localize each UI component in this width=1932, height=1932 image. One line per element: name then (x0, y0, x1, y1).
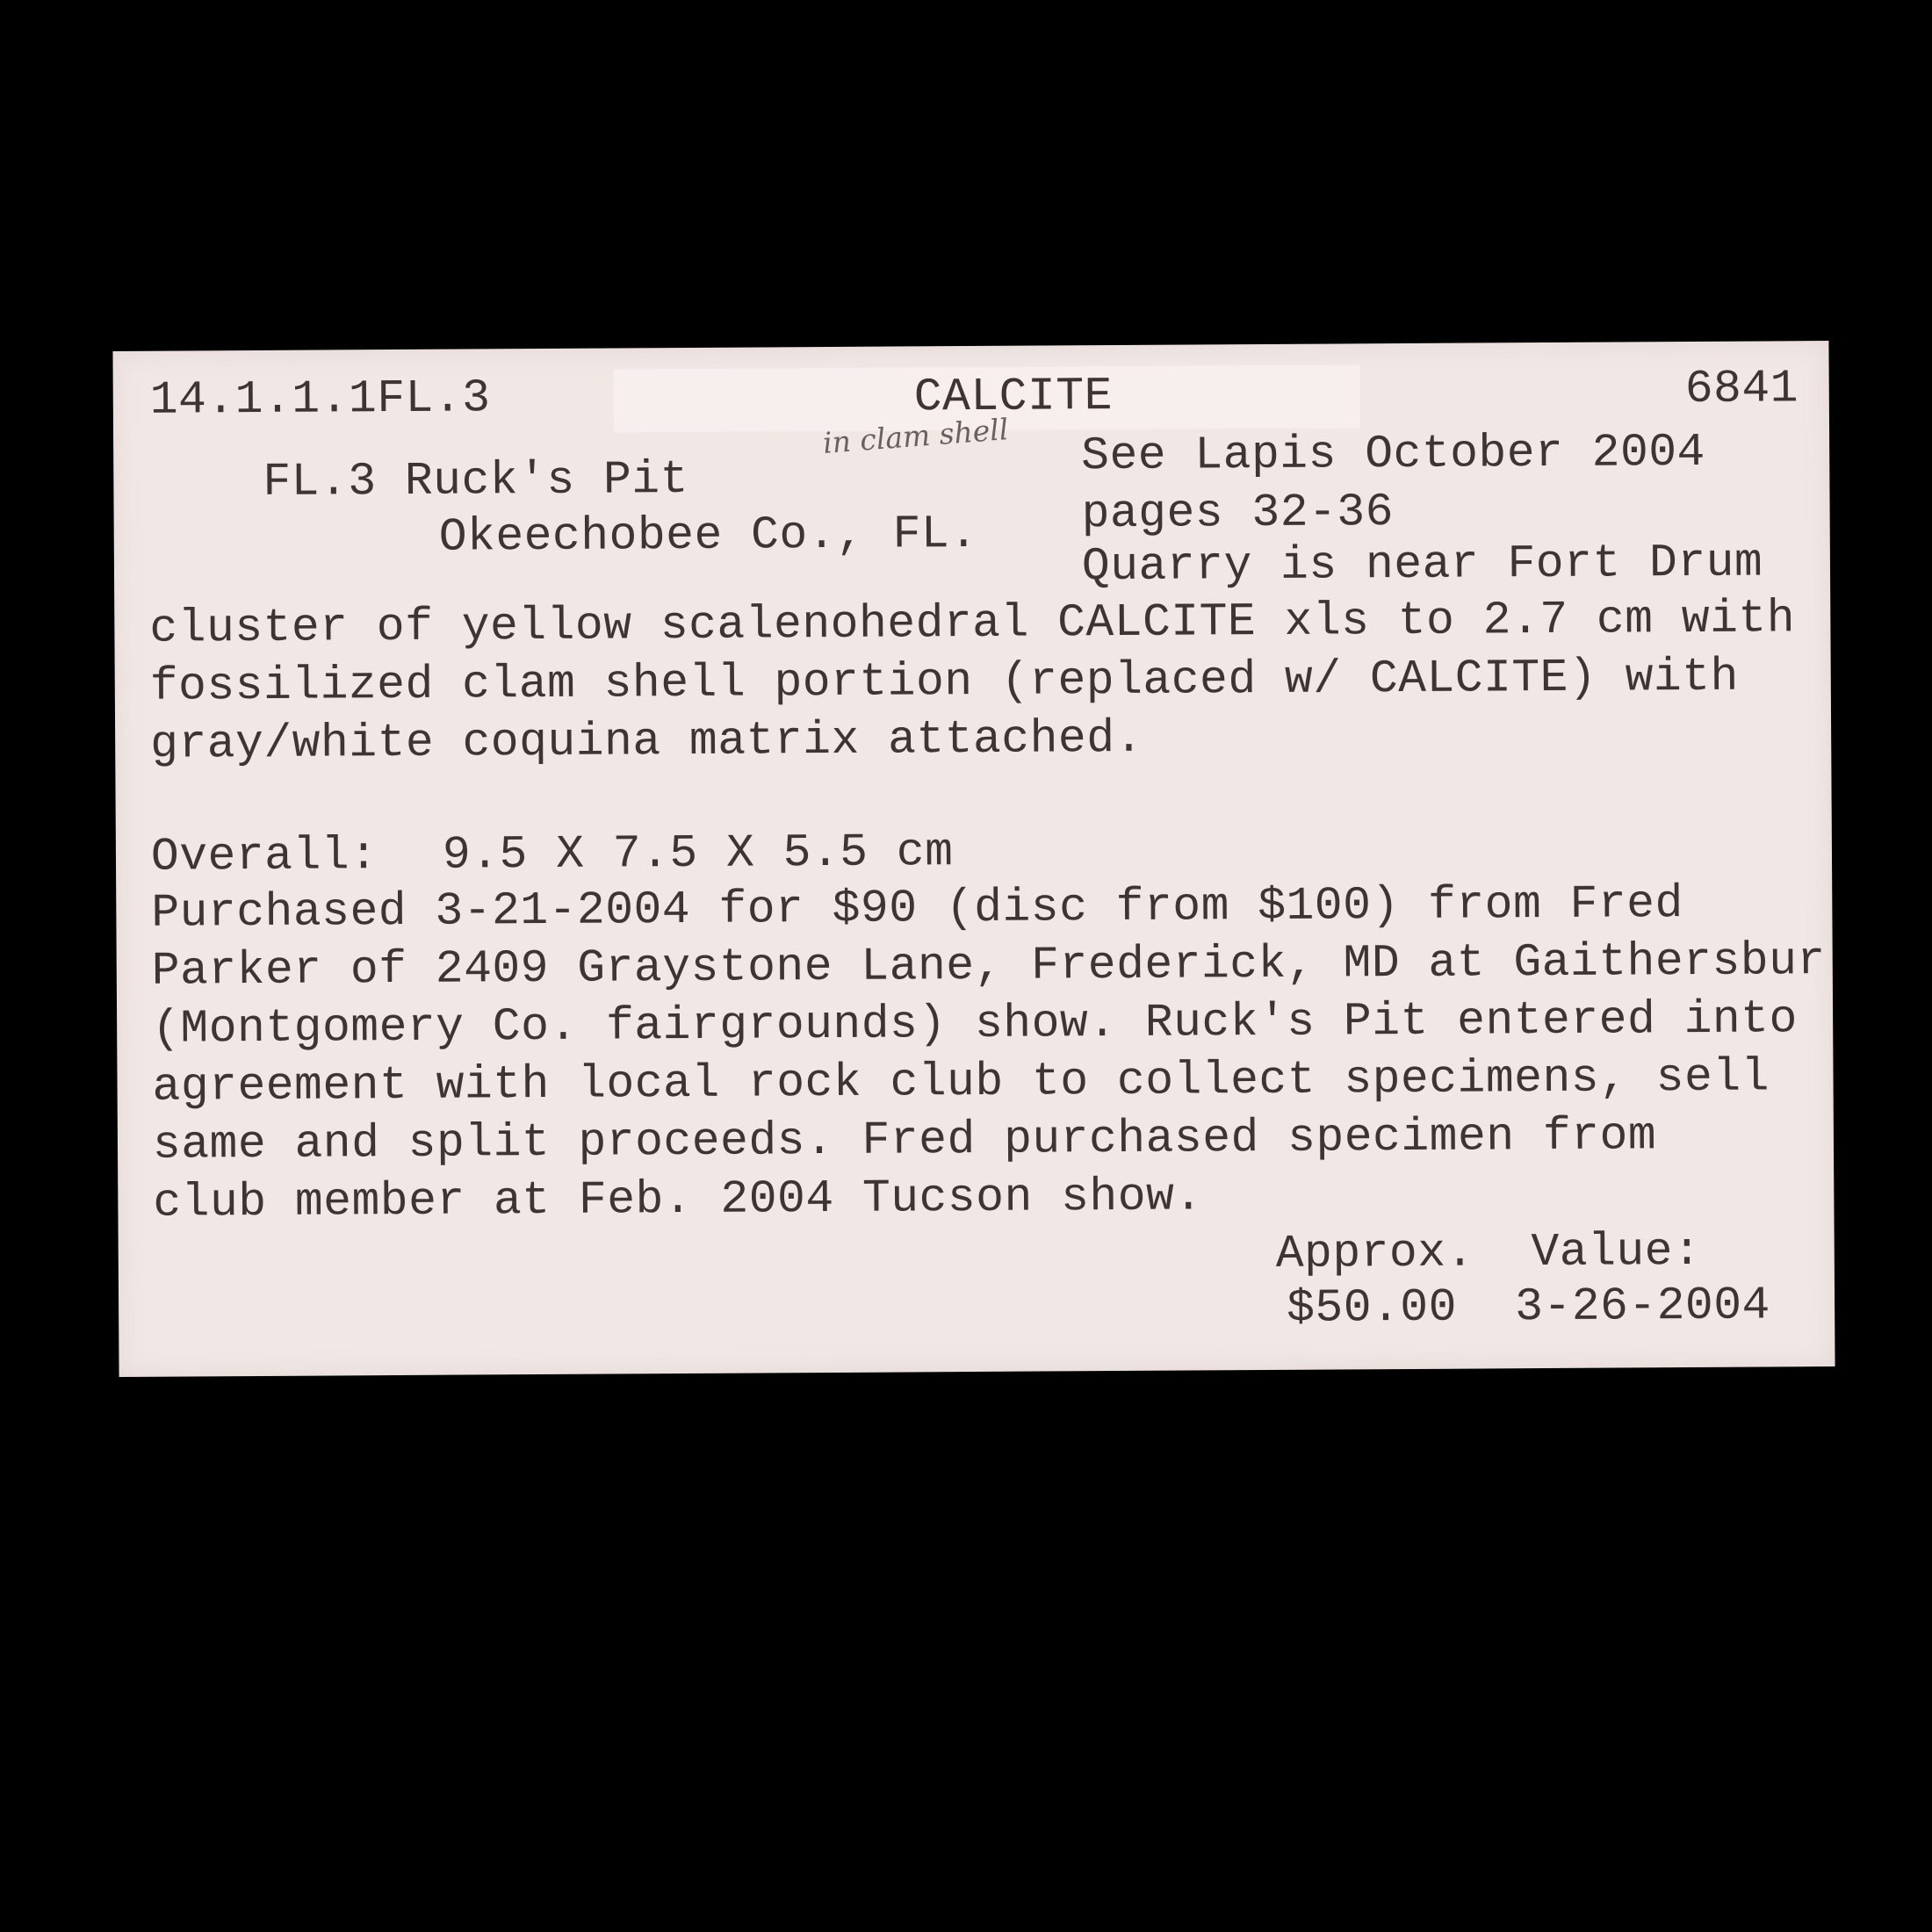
locality-line-1: FL.3 Ruck's Pit (263, 452, 689, 508)
description-line: fossilized clam shell portion (replaced w/ CALCITE) with (149, 650, 1740, 713)
overall-dimensions: 9.5 X 7.5 X 5.5 cm (442, 825, 954, 882)
description-line: cluster of yellow scalenohedral CALCITE xls to 2.7 cm with (149, 592, 1796, 655)
provenance-line: agreement with local rock club to collect specimens, sell (152, 1050, 1770, 1114)
reference-line: Quarry is near Fort Drum (1081, 536, 1763, 594)
provenance-line: Purchased 3-21-2004 for $90 (disc from $100) from Fred (151, 877, 1683, 940)
provenance-line: same and split proceeds. Fred purchased specimen from (152, 1109, 1657, 1171)
value-date: 3-26-2004 (1514, 1279, 1771, 1334)
overall-label: Overall: (150, 829, 378, 883)
provenance-line: (Montgomery Co. fairgrounds) show. Ruck's Pit entered into (151, 992, 1799, 1056)
reference-line: pages 32-36 (1081, 486, 1395, 541)
provenance-line: club member at Feb. 2004 Tucson show. (153, 1170, 1203, 1229)
value-amount: $50.00 (1286, 1280, 1458, 1335)
locality-line-2: Okeechobee Co., FL. (438, 507, 978, 564)
specimen-number: 6841 (1684, 362, 1799, 416)
reference-line: See Lapis October 2004 (1081, 425, 1706, 483)
catalog-code: 14.1.1.1FL.3 (149, 371, 491, 427)
mineral-name: CALCITE (913, 370, 1114, 424)
provenance-line: Parker of 2409 Graystone Lane, Frederick, MD at Gaithersbur (151, 934, 1826, 998)
value-label: Approx. Value: (1275, 1224, 1702, 1280)
handwritten-note: in clam shell (821, 412, 1010, 460)
description-line: gray/white coquina matrix attached. (150, 711, 1144, 771)
specimen-label-card (112, 341, 1835, 1377)
